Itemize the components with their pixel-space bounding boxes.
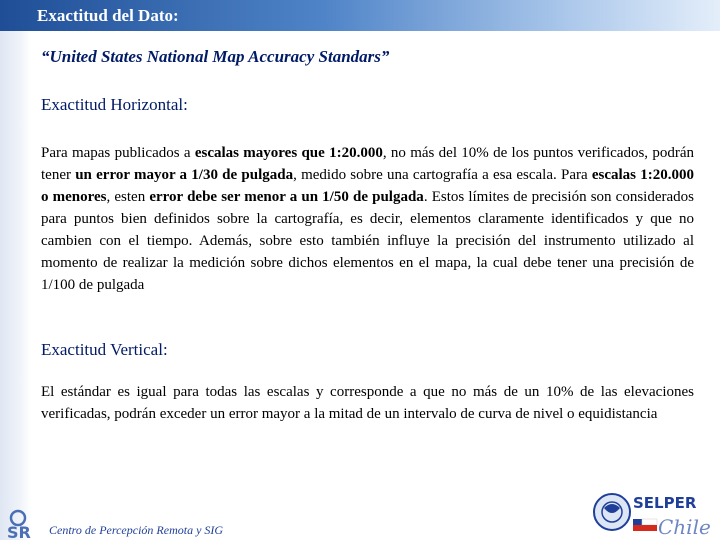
title-bar [0,0,720,31]
footer-institution: Centro de Percepción Remota y SIG [49,523,224,537]
csrsig-logo-icon [4,508,44,540]
heading-vertical: Exactitud Vertical: [41,340,168,359]
slide-title: Exactitud del Dato: [37,6,179,25]
bold-run: escalas mayores que 1:20.000 [194,145,383,161]
bold-run: error debe ser menor a un 1/50 de pulgada [149,189,424,205]
selper-logo-text: SELPER [633,494,697,512]
text-run: , medido sobre una cartografía a esa escala. Para [293,167,592,183]
selper-chile-logo-icon [592,488,714,540]
text-run: Para mapas publicados a [41,145,195,161]
heading-horizontal: Exactitud Horizontal: [41,95,188,114]
slide-subtitle: “United States National Map Accuracy Standars” [41,47,390,66]
paragraph-vertical: El estándar es igual para todas las escalas y corresponde a que no más de un 10% de las elevaciones verificadas, podrán exceder un error mayor a la mitad de un intervalo de curva de nivel o equidistancia [41,384,694,422]
paragraph-horizontal [41,142,694,296]
svg-text:SR: SR [7,523,31,540]
left-decorative-strip [0,0,31,540]
text-run: , esten [106,189,150,205]
bold-run: escalas 1:20.000 o menores [41,167,694,205]
chile-logo-text: Chile [658,515,711,539]
bold-run: un error mayor a 1/30 de pulgada [75,167,294,183]
text-run: , no más del 10% de los puntos verificados, podrán tener [41,145,694,183]
text-run: . Estos límites de precisión son considerados para puntos bien definidos sobre la cartografía, es decir, elementos claramente identificados y que no cambien con el tiempo. Además, sobre esto también influye la precisión del instrumento utilizado al momento de realizar la medición sobre dichos elementos en el mapa, la cual debe tener una precisión de 1/100 de pulgada [41,189,694,293]
